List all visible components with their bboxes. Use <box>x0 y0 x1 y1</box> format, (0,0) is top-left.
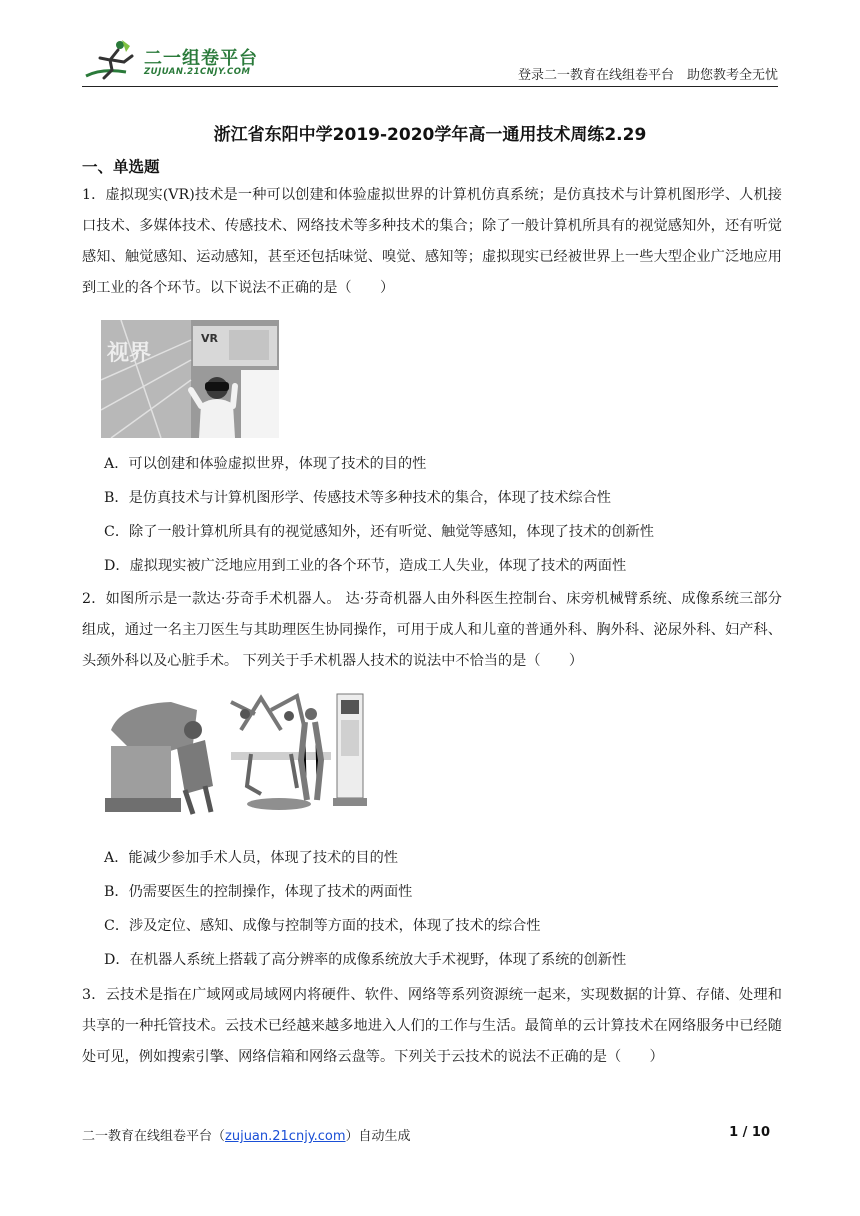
question-1-option-b[interactable]: B．是仿真技术与计算机图形学、传感技术等多种技术的集合，体现了技术综合性 <box>104 490 611 506</box>
page-header <box>82 36 778 88</box>
platform-logo[interactable] <box>82 36 282 84</box>
svg-text:VR: VR <box>201 332 218 345</box>
vr-photo <box>101 320 279 438</box>
question-2-option-b[interactable]: B．仍需要医生的控制操作，体现了技术的两面性 <box>104 884 413 900</box>
question-1-option-d[interactable]: D．虚拟现实被广泛地应用到工业的各个环节，造成工人失业，体现了技术的两面性 <box>104 558 627 574</box>
question-1-stem: 1．虚拟现实(VR)技术是一种可以创建和体验虚拟世界的计算机仿真系统；是仿真技术与计算机图形学、人机接口技术、多媒体技术、传感技术、网络技术等多种技术的集合；除了一般计算机所具有的视觉感知外，还有听觉感知、触觉感知、运动感知，甚至还包括味觉、嗅觉、感知等；虚拟现实已经被世界上一些大型企业广泛地应用到工业的各个环节。以下说法不正确的是（ ） <box>82 187 782 296</box>
question-2-option-d[interactable]: D．在机器人系统上搭载了高分辨率的成像系统放大手术视野，体现了系统的创新性 <box>104 952 627 968</box>
question-2-stem: 2．如图所示是一款达·芬奇手术机器人。 达·芬奇机器人由外科医生控制台、床旁机械臂系统、成像系统三部分组成，通过一名主刀医生与其助理医生协同操作，可用于成人和儿童的普通外科、胸外科、泌尿外科、妇产科、头颈外科以及心脏手术。 下列关于手术机器人技术的说法中不恰当的是（ ） <box>82 591 782 669</box>
svg-text:视界: 视界 <box>107 341 152 366</box>
surgical-robot-photo <box>101 690 371 820</box>
question-1-option-c[interactable]: C．除了一般计算机所具有的视觉感知外，还有听觉、触觉等感知，体现了技术的创新性 <box>104 524 654 540</box>
document-title: 浙江省东阳中学2019-2020学年高一通用技术周练2.29 <box>213 125 647 145</box>
footer-suffix: ）自动生成 <box>345 1129 411 1144</box>
header-divider <box>82 86 778 87</box>
question-2-option-a[interactable]: A．能减少参加手术人员，体现了技术的目的性 <box>104 850 398 866</box>
section-heading: 一、单选题 <box>82 158 160 176</box>
page-number: 1 / 10 <box>729 1125 770 1140</box>
footer-platform: 二一教育在线组卷平台（ <box>82 1129 226 1144</box>
footer-link[interactable]: zujuan.21cnjy.com <box>225 1129 346 1144</box>
header-slogan: 登录二一教育在线组卷平台 助您教考全无忧 <box>517 68 778 83</box>
question-1-option-a[interactable]: A．可以创建和体验虚拟世界，体现了技术的目的性 <box>104 456 427 472</box>
question-2-option-c[interactable]: C．涉及定位、感知、成像与控制等方面的技术，体现了技术的综合性 <box>104 918 541 934</box>
footer-source <box>82 1125 411 1144</box>
logo-subtitle: ZUJUAN.21CNJY.COM <box>144 67 251 77</box>
logo-title: 二一组卷平台 <box>144 48 258 69</box>
question-3-stem: 3．云技术是指在广域网或局域网内将硬件、软件、网络等系列资源统一起来，实现数据的计算、存储、处理和共享的一种托管技术。云技术已经越来越多地进入人们的工作与生活。最简单的云计算技术在网络服务中已经随处可见，例如搜索引擎、网络信箱和网络云盘等。下列关于云技术的说法不正确的是（ ） <box>82 987 782 1065</box>
runner-logo-icon <box>82 38 142 82</box>
